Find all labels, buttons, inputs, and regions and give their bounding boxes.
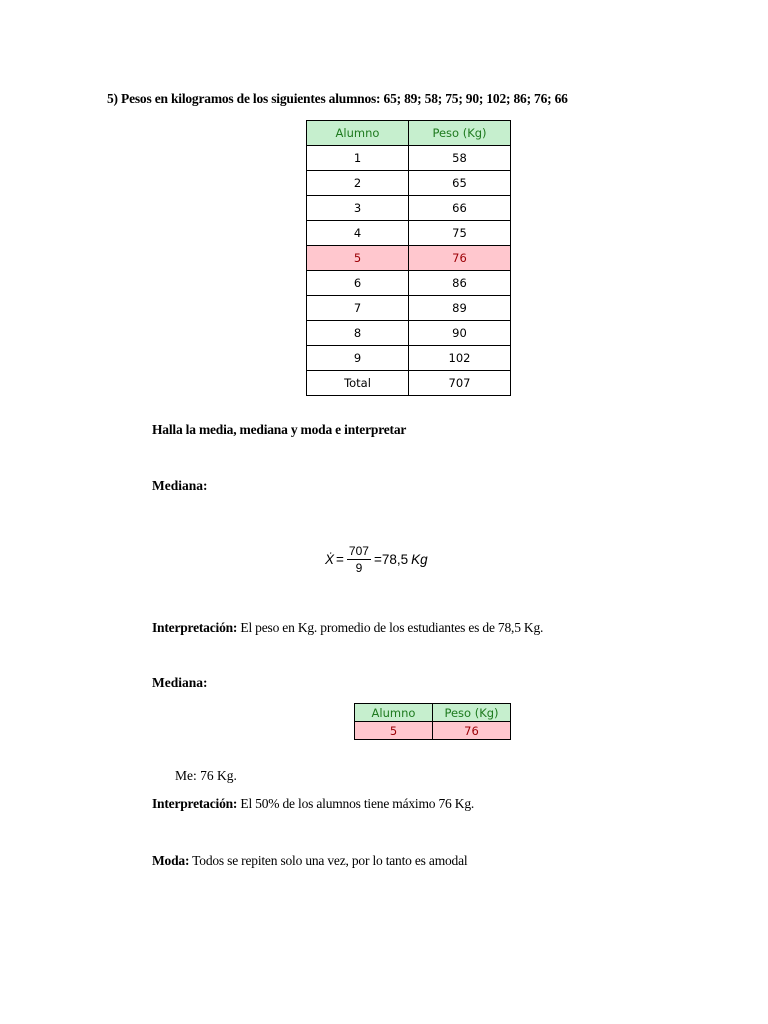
question-text: Halla la media, mediana y moda e interpretar [152, 422, 407, 437]
table-row [307, 171, 511, 196]
formula-result: =78,5 [373, 552, 409, 567]
table-row [307, 246, 511, 271]
header-peso: Peso (Kg) [409, 121, 511, 146]
mode-statement [152, 853, 467, 869]
peso-cell: 89 [409, 296, 511, 321]
formula-unit: Kg [411, 552, 428, 567]
section-heading-mediana: Mediana: [152, 675, 208, 690]
table-row [307, 346, 511, 371]
median-header-alumno: Alumno [355, 704, 433, 722]
peso-cell: 76 [409, 246, 511, 271]
median-peso-cell: 76 [433, 722, 511, 740]
interpretation-text: El 50% de los alumnos tiene máximo 76 Kg. [237, 796, 475, 811]
alumno-cell: 8 [307, 321, 409, 346]
median-header-row [355, 704, 511, 722]
alumno-cell: 5 [307, 246, 409, 271]
peso-cell: 102 [409, 346, 511, 371]
peso-cell: 707 [409, 371, 511, 396]
table-row [307, 296, 511, 321]
median-alumno-cell: 5 [355, 722, 433, 740]
table-row [307, 196, 511, 221]
mode-label: Moda: [152, 853, 190, 868]
header-alumno: Alumno [307, 121, 409, 146]
interpretation-label: Interpretación: [152, 796, 238, 811]
table-row [307, 321, 511, 346]
formula-equals: = [336, 552, 344, 567]
table-header-row [307, 121, 511, 146]
peso-cell: 75 [409, 221, 511, 246]
alumno-cell: 3 [307, 196, 409, 221]
section-heading-media: Mediana: [152, 478, 208, 493]
alumno-cell: 6 [307, 271, 409, 296]
interpretation-median [152, 796, 474, 812]
interpretation-mean [152, 620, 543, 636]
interpretation-label: Interpretación: [152, 620, 238, 635]
median-value-line: Me: 76 Kg. [175, 768, 237, 783]
peso-cell: 58 [409, 146, 511, 171]
formula-denominator: 9 [355, 561, 363, 575]
mean-formula [325, 544, 428, 575]
table-row [307, 271, 511, 296]
table-row [307, 221, 511, 246]
median-header-peso: Peso (Kg) [433, 704, 511, 722]
median-table [354, 703, 511, 740]
interpretation-text: El peso en Kg. promedio de los estudiantes es de 78,5 Kg. [237, 620, 544, 635]
formula-numerator: 707 [348, 544, 369, 558]
peso-cell: 86 [409, 271, 511, 296]
weights-table-body [307, 146, 511, 396]
table-row [307, 371, 511, 396]
peso-cell: 90 [409, 321, 511, 346]
mean-symbol: Ẋ [325, 552, 335, 567]
peso-cell: 66 [409, 196, 511, 221]
mode-text: Todos se repiten solo una vez, por lo tanto es amodal [189, 853, 468, 868]
problem-statement: 5) Pesos en kilogramos de los siguientes alumnos: 65; 89; 58; 75; 90; 102; 86; 76; 66 [107, 91, 568, 106]
alumno-cell: 7 [307, 296, 409, 321]
alumno-cell: 2 [307, 171, 409, 196]
alumno-cell: 4 [307, 221, 409, 246]
formula-fraction [347, 544, 371, 575]
alumno-cell: Total [307, 371, 409, 396]
table-row [307, 146, 511, 171]
alumno-cell: 9 [307, 346, 409, 371]
weights-table [306, 120, 511, 396]
median-row [355, 722, 511, 740]
alumno-cell: 1 [307, 146, 409, 171]
peso-cell: 65 [409, 171, 511, 196]
